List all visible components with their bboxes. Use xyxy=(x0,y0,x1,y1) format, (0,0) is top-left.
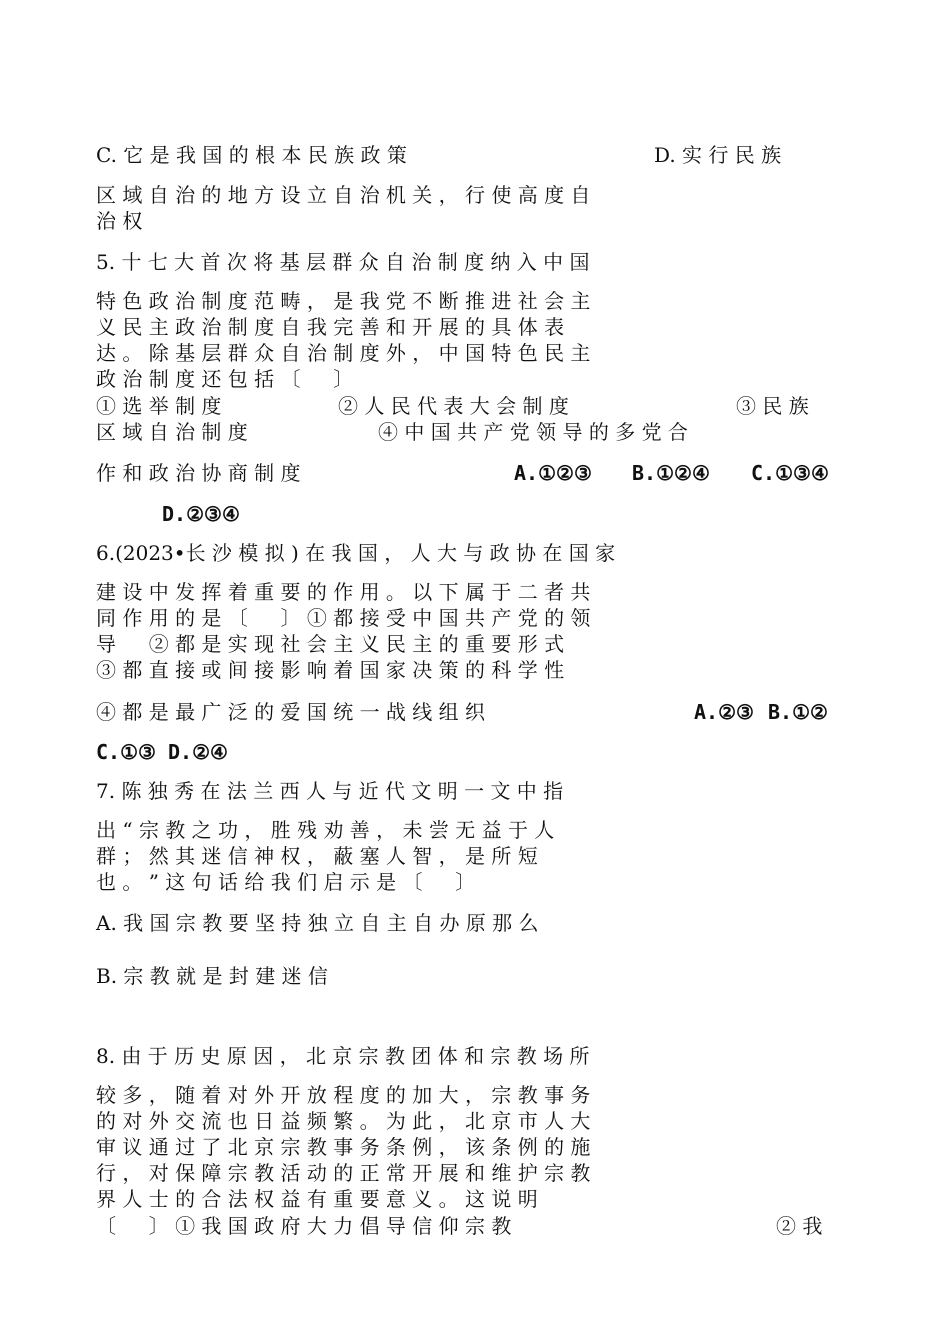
text-line xyxy=(96,1083,841,1107)
text-line xyxy=(96,315,841,339)
text-line xyxy=(96,1109,841,1133)
question-7-stem xyxy=(96,779,841,803)
statement-4: ④ 中 国 共 产 党 领 导 的 多 党 合 xyxy=(378,420,688,444)
line-option-c-d xyxy=(96,143,841,167)
text-run: 6.(2023•长 沙 模 拟 ) 在 我 国 ， 人 大 与 政 协 在 国 家 xyxy=(96,541,616,565)
text-run: 义 民 主 政 治 制 度 自 我 完 善 和 开 展 的 具 体 表 xyxy=(96,315,565,339)
text-run: 区 域 自 治 的 地 方 设 立 自 治 机 关 ， 行 使 高 度 自 xyxy=(96,183,591,207)
answer-options-line xyxy=(96,740,841,764)
text-run: 导 ② 都 是 实 现 社 会 主 义 民 主 的 重 要 形 式 xyxy=(96,632,565,656)
answer-options-line xyxy=(96,502,841,526)
answer-options-line xyxy=(96,461,841,485)
text-line xyxy=(96,341,841,365)
text-run: 审 议 通 过 了 北 京 宗 教 事 务 条 例 ， 该 条 例 的 施 xyxy=(96,1135,591,1159)
text-run: 〔 〕 ① 我 国 政 府 大 力 倡 导 信 仰 宗 教 xyxy=(96,1214,512,1238)
text-line xyxy=(96,632,841,656)
question-6-stem xyxy=(96,541,841,565)
text-run: 行 ， 对 保 障 宗 教 活 动 的 正 常 开 展 和 维 护 宗 教 xyxy=(96,1161,591,1185)
statement-3: ③ 民 族 xyxy=(736,394,809,418)
text-line xyxy=(96,183,841,207)
option-c: C. 它 是 我 国 的 根 本 民 族 政 策 xyxy=(96,143,407,167)
text-run: 区 域 自 治 制 度 xyxy=(96,420,248,444)
option-c: C.①③④ xyxy=(751,461,829,485)
option-a: A.②③ xyxy=(694,700,754,724)
text-run: 群 ； 然 其 迷 信 神 权 ， 蔽 塞 人 智 ， 是 所 短 xyxy=(96,844,538,868)
option-d: D. 实 行 民 族 xyxy=(654,143,782,167)
text-line xyxy=(96,1187,841,1211)
text-run: 的 对 外 交 流 也 日 益 频 繁 。 为 此 ， 北 京 市 人 大 xyxy=(96,1109,591,1133)
text-run: 8. 由 于 历 史 原 因 ， 北 京 宗 教 团 体 和 宗 教 场 所 xyxy=(96,1044,590,1068)
text-run: 界 人 士 的 合 法 权 益 有 重 要 意 义 。 这 说 明 xyxy=(96,1187,538,1211)
text-run: 治 权 xyxy=(96,209,143,233)
statement-4: ④ 都 是 最 广 泛 的 爱 国 统 一 战 线 组 织 xyxy=(96,700,486,724)
question-5-stem xyxy=(96,250,841,274)
statement-1: ① 选 举 制 度 xyxy=(96,394,222,418)
text-line xyxy=(96,606,841,630)
option-a: A.①②③ xyxy=(514,461,592,485)
text-run: 较 多 ， 随 着 对 外 开 放 程 度 的 加 大 ， 宗 教 事 务 xyxy=(96,1083,591,1107)
text-line xyxy=(96,209,841,233)
text-run: 也 。 ” 这 句 话 给 我 们 启 示 是 〔 〕 xyxy=(96,870,476,894)
statement-line xyxy=(96,420,841,444)
text-run: 建 设 中 发 挥 着 重 要 的 作 用 。 以 下 属 于 二 者 共 xyxy=(96,580,591,604)
statement-line xyxy=(96,1214,841,1238)
text-line xyxy=(96,1161,841,1185)
option-b: B.①② xyxy=(768,700,828,724)
statement-line xyxy=(96,394,841,418)
text-line xyxy=(96,818,841,842)
question-8-stem xyxy=(96,1044,841,1068)
text-line xyxy=(96,367,841,391)
text-run: 达 。 除 基 层 群 众 自 治 制 度 外 ， 中 国 特 色 民 主 xyxy=(96,341,591,365)
text-run: 特 色 政 治 制 度 范 畴 ， 是 我 党 不 断 推 进 社 会 主 xyxy=(96,289,591,313)
text-line xyxy=(96,658,841,682)
option-b: B.①②④ xyxy=(632,461,710,485)
statement-2: ② 人 民 代 表 大 会 制 度 xyxy=(338,394,569,418)
text-line xyxy=(96,289,841,313)
option-a: A. 我 国 宗 教 要 坚 持 独 立 自 主 自 办 原 那 么 xyxy=(96,911,539,935)
text-run: 同 作 用 的 是 〔 〕 ① 都 接 受 中 国 共 产 党 的 领 xyxy=(96,606,591,630)
option-a-line xyxy=(96,911,841,935)
option-b-line xyxy=(96,964,841,988)
text-run: 作 和 政 治 协 商 制 度 xyxy=(96,461,301,485)
option-b: B. 宗 教 就 是 封 建 迷 信 xyxy=(96,964,328,988)
text-run: ③ 都 直 接 或 间 接 影 响 着 国 家 决 策 的 科 学 性 xyxy=(96,658,565,682)
answer-options-line xyxy=(96,700,841,724)
option-c-d: C.①③ D.②④ xyxy=(96,740,228,764)
text-run: 7. 陈 独 秀 在 法 兰 西 人 与 近 代 文 明 一 文 中 指 xyxy=(96,779,564,803)
option-d: D.②③④ xyxy=(162,502,240,526)
text-line xyxy=(96,870,841,894)
text-run: 5. 十 七 大 首 次 将 基 层 群 众 自 治 制 度 纳 入 中 国 xyxy=(96,250,590,274)
text-line xyxy=(96,580,841,604)
text-line xyxy=(96,1135,841,1159)
text-run: 政 治 制 度 还 包 括 〔 〕 xyxy=(96,367,354,391)
statement-2: ② 我 xyxy=(776,1214,823,1238)
text-run: 出 “ 宗 教 之 功 ， 胜 残 劝 善 ， 未 尝 无 益 于 人 xyxy=(96,818,555,842)
text-line xyxy=(96,844,841,868)
